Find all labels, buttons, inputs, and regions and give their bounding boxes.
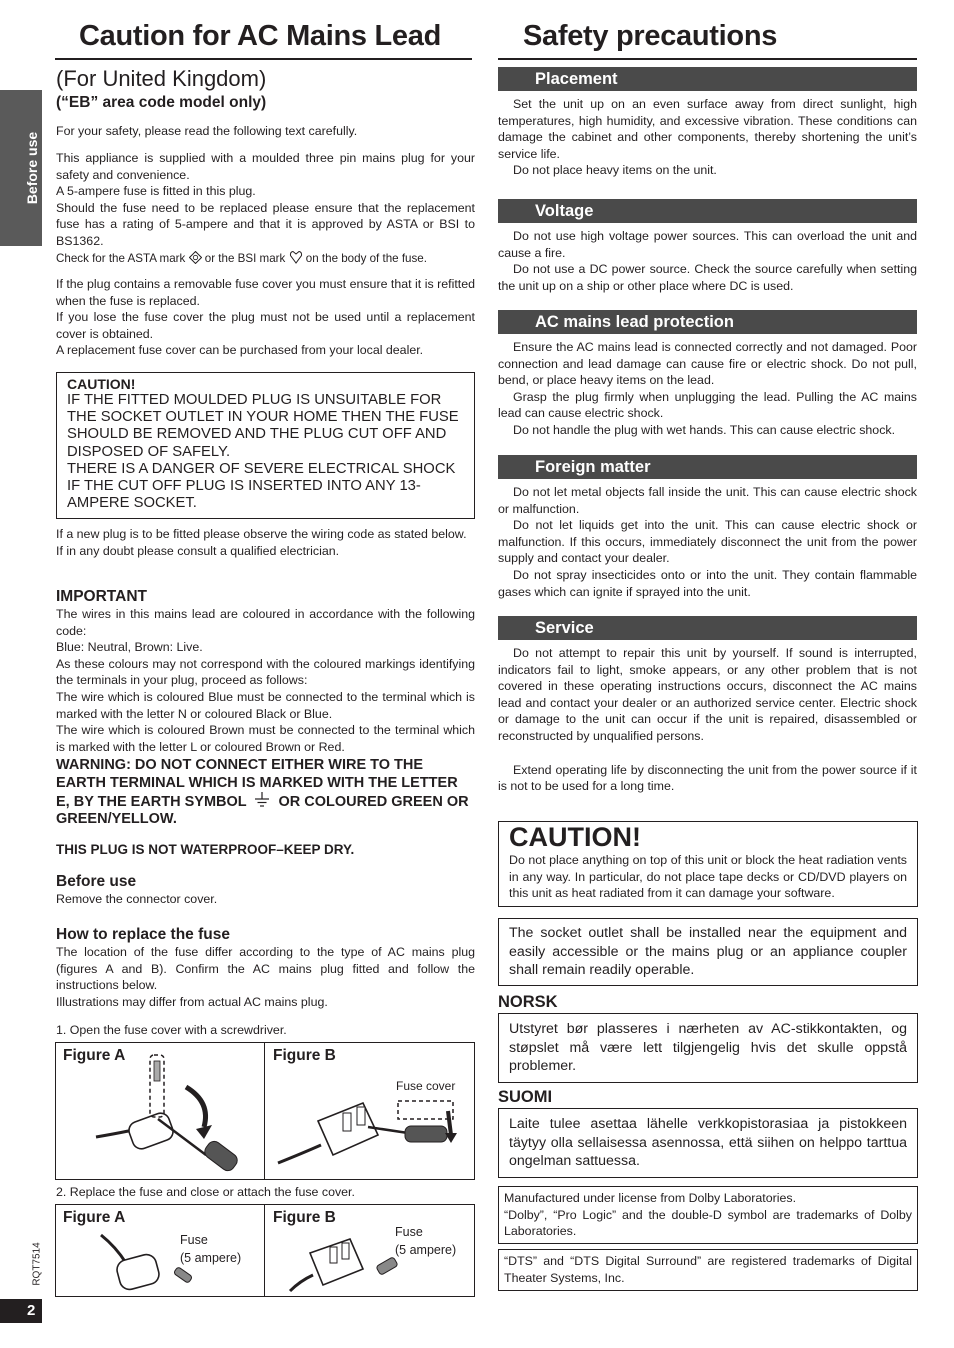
para1-line1: This appliance is supplied with a moulded three pin mains plug for your safety and convenience. [56, 151, 475, 182]
foreign-para3: Do not spray insecticides onto or into the unit. They contain flammable gases which can ignite if sprayed into the unit. [498, 567, 917, 599]
important-line1: The wires in this mains lead are coloured in accordance with the following code: [56, 607, 475, 638]
ac-mains-para1: Ensure the AC mains lead is connected correctly and not damaged. Poor connection and lead damage can cause fire or electric shock. Do not pull, bend, or place heavy items on the lead. [498, 340, 917, 388]
norsk-text: Utstyret bør plasseres i nærheten av AC-stikkontakten, og støpslet må være lett tilgjengelig hvis det skulle oppstå problemer. [509, 1021, 907, 1075]
replace-line1: The location of the fuse differ according to the type of AC mains plug (figures A and B). Confirm the AC mains plug fitted and follow the instructions below. [56, 945, 475, 993]
figure-a-label: Figure A [63, 1047, 126, 1064]
page-number: 2 [27, 1302, 36, 1319]
section-bar-ac-mains: AC mains lead protection [498, 310, 917, 334]
caution-box-line1: IF THE FITTED MOULDED PLUG IS UNSUITABLE FOR THE SOCKET OUTLET IN YOUR HOME THEN THE FUSE SHOULD BE REMOVED AND THE PLUG CUT OFF AND DISPOSED OF SAFELY. [67, 392, 459, 460]
figure-b-label: Figure B [273, 1047, 336, 1064]
dolby-line1: Manufactured under license from Dolby Laboratories. [504, 1191, 797, 1205]
figure-panel-2a [55, 1204, 265, 1297]
check-marks-line [56, 250, 475, 268]
voltage-para1: Do not use high voltage power sources. This can overload the unit and cause a fire. [498, 229, 917, 260]
figure-a-label-2: Figure A [63, 1209, 126, 1226]
important-line4: The wire which is coloured Blue must be connected to the terminal which is marked with the letter N or coloured Black or Blue. [56, 689, 475, 721]
fuse-label-a: Fuse [180, 1233, 208, 1247]
warning-text [56, 757, 475, 828]
side-tab-label: Before use [24, 131, 40, 205]
asta-mark-icon [189, 251, 202, 264]
page-title-right: Safety precautions [523, 20, 778, 52]
service-para1: Do not attempt to repair this unit by yourself. If sound is interrupted, indicators fail to light, smoke appears, or any other problem that is not covered in these operating instructions occurs, disconnect the AC mains lead and contact your dealer or an authorized service center. Electric shock or damage to the unit can occur if the unit is repaired, disassembled or reconstructed by unqualified persons. [498, 646, 917, 743]
caution-title: CAUTION! [509, 822, 641, 852]
caution-box-right [498, 821, 918, 907]
norsk-heading: NORSK [498, 993, 558, 1011]
caution-box-line2: THERE IS A DANGER OF SEVERE ELECTRICAL SHOCK IF THE CUT OFF PLUG IS INSERTED INTO ANY 13-AMPERE SOCKET. [67, 460, 456, 512]
para2-line3: A replacement fuse cover can be purchased from your local dealer. [56, 343, 424, 358]
warning-part1: WARNING: DO NOT CONNECT EITHER WIRE TO THE EARTH TERMINAL WHICH IS MARKED WITH THE LETTER E, BY THE EARTH SYMBOL [56, 757, 458, 810]
caution-text: Do not place anything on top of this unit or block the heat radiation vents in any way. In particular, do not place tape decks or CD/DVD players on this unit as heat radiated from it can damage your software. [509, 853, 907, 901]
norsk-box [498, 1013, 918, 1083]
check-text-2: or the BSI mark [204, 251, 286, 265]
replace-line2: Illustrations may differ from actual AC mains plug. [56, 994, 328, 1009]
dts-text: “DTS” and “DTS Digital Surround” are registered trademarks of Digital Theater Systems, Inc. [504, 1254, 912, 1285]
section-bar-service: Service [498, 616, 917, 640]
check-text-1: Check for the ASTA mark [56, 251, 186, 265]
page-code: RQT7514 [31, 1242, 43, 1286]
suomi-box [498, 1108, 918, 1178]
important-line2: Blue: Neutral, Brown: Live. [56, 640, 203, 655]
caution-box-heading: CAUTION! [67, 376, 136, 392]
step2-text: 2. Replace the fuse and close or attach the fuse cover. [56, 1185, 355, 1199]
figure-panel-1b [264, 1042, 475, 1180]
figure-b-label-2: Figure B [273, 1209, 336, 1226]
fuse-rating-b: (5 ampere) [395, 1243, 457, 1257]
placement-para1: Set the unit up on an even surface away from direct sunlight, high temperatures, high humidity, and excessive vibration. These conditions can damage the cabinet and other components, thereby shortening the unit’s service life. [498, 97, 917, 161]
before-use-text: Remove the connector cover. [56, 892, 218, 906]
page-number-box [0, 1299, 42, 1323]
ac-mains-para3: Do not handle the plug with wet hands. This can cause electric shock. [513, 422, 896, 437]
para1-line2: A 5-ampere fuse is fitted in this plug. [56, 184, 256, 199]
service-para2: Extend operating life by disconnecting the unit from the power source if it is not to be used for a long time. [498, 762, 917, 794]
fuse-label-b: Fuse [395, 1225, 423, 1239]
replace-fuse-heading: How to replace the fuse [56, 926, 230, 943]
title-rule-right [498, 58, 917, 60]
plug-screwdriver-illustration-a [86, 1047, 261, 1177]
plug-screwdriver-illustration-b [273, 1093, 471, 1179]
dolby-line2: “Dolby”, “Pro Logic” and the double-D symbol are trademarks of Dolby Laboratories. [504, 1207, 912, 1239]
fuse-replacement-illustration-a [96, 1227, 196, 1295]
subtitle-uk: (For United Kingdom) [56, 66, 267, 91]
dts-box [498, 1249, 918, 1291]
earth-symbol-icon [254, 792, 270, 808]
para3-line1: If a new plug is to be fitted please observe the wiring code as stated below. [56, 527, 467, 541]
socket-text: The socket outlet shall be installed near the equipment and easily accessible or the mains plug or an appliance coupler shall remain readily operable. [509, 925, 907, 979]
figure-panel-2b [264, 1204, 475, 1297]
section-bar-foreign-matter: Foreign matter [498, 455, 917, 479]
para1-line3: Should the fuse need to be replaced please ensure that the replacement fuse has a rating of 5-ampere and that it is approved by ASTA or BSI to BS1362. [56, 200, 475, 248]
suomi-heading: SUOMI [498, 1088, 553, 1106]
voltage-para2: Do not use a DC power source. Check the source carefully when setting the unit up on a ship or other place where DC is used. [498, 262, 917, 293]
socket-note-box [498, 918, 918, 986]
dolby-box [498, 1186, 918, 1244]
bsi-kitemark-icon [289, 250, 303, 264]
check-text-3: on the body of the fuse. [305, 251, 427, 265]
para3-line2: If in any doubt please consult a qualified electrician. [56, 543, 340, 558]
fuse-cover-label: Fuse cover [396, 1079, 456, 1093]
important-heading: IMPORTANT [56, 588, 147, 605]
intro-text: For your safety, please read the following text carefully. [56, 124, 358, 138]
foreign-para2: Do not let liquids get into the unit. This can cause electric shock or malfunction. If this occurs, immediately disconnect the unit from the power supply and contact your dealer. [498, 518, 917, 566]
section-bar-placement: Placement [498, 67, 917, 91]
important-line3: As these colours may not correspond with the coloured markings identifying the terminals in your plug, proceed as follows: [56, 656, 475, 688]
area-code-note: (“EB” area code model only) [56, 94, 267, 111]
section-bar-voltage: Voltage [498, 199, 917, 223]
waterproof-note: THIS PLUG IS NOT WATERPROOF–KEEP DRY. [56, 841, 355, 857]
foreign-para1: Do not let metal objects fall inside the unit. This can cause electric shock or malfunction. [498, 485, 917, 516]
fuse-replacement-illustration-b [285, 1231, 405, 1295]
page-title-left: Caution for AC Mains Lead [79, 20, 441, 52]
para2-line2: If you lose the fuse cover the plug must not be used until a replacement cover is obtained. [56, 310, 475, 341]
warning-part2: OR COLOURED GREEN OR GREEN/YELLOW. [56, 793, 469, 828]
important-line5: The wire which is coloured Brown must be connected to the terminal which is marked with the letter L or coloured Brown or Red. [56, 723, 475, 754]
placement-para2: Do not place heavy items on the unit. [513, 163, 717, 178]
step1-text: 1. Open the fuse cover with a screwdriver. [56, 1023, 287, 1037]
fuse-rating-a: (5 ampere) [180, 1251, 242, 1265]
before-use-heading: Before use [56, 873, 137, 890]
suomi-text: Laite tulee asettaa lähelle verkkopistorasiaa ja pistokkeen täytyy olla sellaisessa asennossa, että siihen on helppo tarttua ongelman sattuessa. [509, 1116, 907, 1170]
para2-line1: If the plug contains a removable fuse cover you must ensure that it is refitted when the fuse is replaced. [56, 277, 475, 308]
ac-mains-para2: Grasp the plug firmly when unplugging the lead. Pulling the AC mains lead can cause electric shock. [498, 389, 917, 421]
figure-panel-1a [55, 1042, 265, 1180]
caution-box-left [56, 372, 475, 519]
title-rule-left [55, 58, 472, 60]
